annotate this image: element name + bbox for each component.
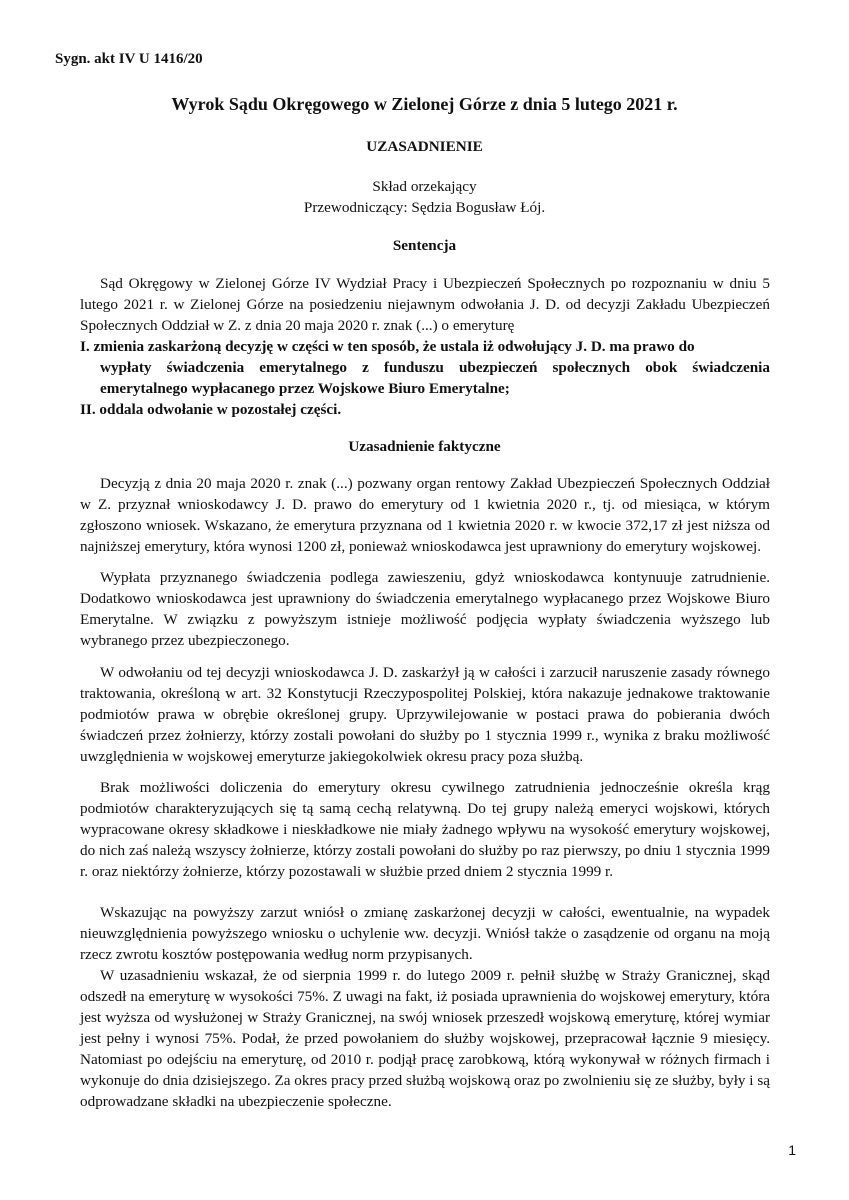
- facts-paragraph: W uzasadnieniu wskazał, że od sierpnia 1999 r. do lutego 2009 r. pełnił służbę w Straży Granicznej, skąd odszedł na emeryturę w wysokości 75%. Z uwagi na fakt, iż posiada uprawnienia do wojskowej emerytury, która jest wyższa od wysłużonej w Straży Granicznej, na swój wniosek przeszedł wojskową emeryturę, której wymiar jest pełny i wynosi 75%. Podał, że przed powołaniem do służby wojskowej, przepracował łącznie 9 miesięcy. Natomiast po odejściu na emeryturę, od 2010 r. podjął pracę zarobkową, którą wykonywał w różnych firmach i wykonuje do dnia dzisiejszego. Za okres pracy przed służbą wojskową oraz po zwolnieniu się ze służby, były i są odprowadzane składki na ubezpieczenie społeczne.: [80, 967, 770, 1110]
- panel-label: Skład orzekający: [372, 178, 477, 195]
- facts-paragraph: W odwołaniu od tej decyzji wnioskodawca J. D. zaskarżył ją w całości i zarzucił naruszenie zasady równego traktowania, określoną w art. 32 Konstytucji Rzeczypospolitej Polskiej, która nakazuje jednakowe traktowanie podmiotów prawa w obrębie określonej grupy. Uprzywilejowanie w postaci prawa do pobierania dwóch świadczeń przez żołnierzy, którzy zostali powołani do służby po 1 stycznia 1999 r., wynika z braku możliwość uwzględnienia w wojskowej emeryturze jakiegokolwiek okresu pracy poza służbą.: [80, 664, 770, 765]
- judgment-title: Wyrok Sądu Okręgowego w Zielonej Górze z dnia 5 lutego 2021 r.: [171, 94, 678, 114]
- sentencja-item-1-continuation: wypłaty świadczenia emerytalnego z funduszu ubezpieczeń społecznych obok świadczenia emerytalnego wypłacanego przez Wojskowe Biuro Emerytalne;: [100, 359, 770, 397]
- facts-paragraph: Brak możliwości doliczenia do emerytury okresu cywilnego zatrudnienia jednocześnie określa krąg podmiotów charakteryzujących się tą samą cechą relatywną. Do tej grupy należą emeryci wojskowi, których wypracowane okresy składkowe i nieskładkowe nie miały żadnego wpływu na wysokość emerytury wojskowej, do nich zaś należą wszyscy żołnierze, którzy zostali powołani do służby po raz pierwszy, po dniu 1 stycznia 1999 r. oraz niektórzy żołnierze, którzy pozostawali w służbie przed dniem 2 stycznia 1999 r.: [80, 779, 770, 880]
- sentencja-item-1: [80, 336, 770, 399]
- sentencja-item-2: II. oddala odwołanie w pozostałej części.: [80, 401, 342, 418]
- facts-paragraph: Wypłata przyznanego świadczenia podlega zawieszeniu, gdyż wnioskodawca kontynuuje zatrudnienie. Dodatkowo wnioskodawca jest uprawniony do świadczenia emerytalnego wypłacanego przez Wojskowe Biuro Emerytalne. W związku z powyższym istnieje możliwość podjęcia wypłaty świadczenia wyższego lub wybranego przez ubezpieczonego.: [80, 569, 770, 649]
- facts-paragraph: Decyzją z dnia 20 maja 2020 r. znak (...) pozwany organ rentowy Zakład Ubezpieczeń Społecznych Oddział w Z. przyznał wnioskodawcy J. D. prawo do emerytury od 1 kwietnia 2020 r., tj. od miesiąca, w którym zgłoszono wniosek. Wskazano, że emerytura przyznana od 1 kwietnia 2020 r. w kwocie 372,17 zł jest niższa od najniższej emerytury, która wynosi 1200 zł, ponieważ wnioskodawca jest uprawniony do emerytury wojskowej.: [80, 475, 770, 555]
- facts-paragraph: Wskazując na powyższy zarzut wniósł o zmianę zaskarżonej decyzji w całości, ewentualnie, na wypadek nieuwzględnienia powyższego wniosku o uchylenie ww. decyzji. Wniósł także o zasądzenie od organu na moją rzecz zwrotu kosztów postępowania według norm przypisanych.: [80, 904, 770, 963]
- panel-chair: Przewodniczący: Sędzia Bogusław Łój.: [303, 199, 546, 216]
- sentencja-intro: Sąd Okręgowy w Zielonej Górze IV Wydział Pracy i Ubezpieczeń Społecznych po rozpoznaniu w dniu 5 lutego 2021 r. w Zielonej Górze na posiedzeniu niejawnym odwołania J. D. od decyzji Zakładu Ubezpieczeń Społecznych Oddział w Z. z dnia 20 maja 2020 r. znak (...) o emeryturę: [80, 275, 770, 334]
- facts-heading: Uzasadnienie faktyczne: [348, 438, 501, 455]
- case-number: Sygn. akt IV U 1416/20: [55, 51, 203, 67]
- sentencja-item-1-line: I. zmienia zaskarżoną decyzję w części w ten sposób, że ustala iż odwołujący J. D. ma prawo do: [80, 338, 695, 355]
- sentencja-heading: Sentencja: [392, 237, 457, 254]
- page-number: 1: [788, 1142, 796, 1158]
- uzasadnienie-heading: UZASADNIENIE: [366, 138, 483, 155]
